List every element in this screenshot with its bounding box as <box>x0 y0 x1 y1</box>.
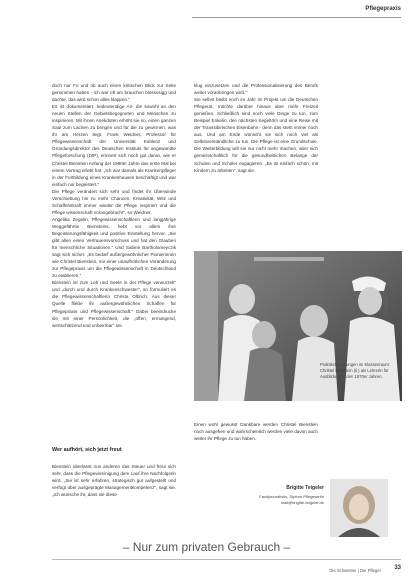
author-role: Fachjournalistin, Diplom-Pflegewirtin mail@brigitte-teigeler.de <box>259 494 324 505</box>
author-name: Brigitte Teigeler <box>286 485 324 491</box>
private-use-watermark: – Nur zum privaten Gebrauch – <box>122 540 291 554</box>
article-column-left: doch nur Fo und ob auch einen kritischen Blick zur Seite genommen haben - ich war oft am brauchen blossosigg und dachte, das wird schon alles klappen." Es ist dokumentiert, bedeutendige An- die sowohl an den neuen Stellen der Gebietsbegegneten und Menschen zu inspirieren. Mit ihnen Anekdoten erhöht sie so, einen ganzen Saal zum Lachen zu bringen und für die zu gewinnen, was ihr am Herzen liegt. Frank Weidner, Professor für Pflegewissenschaft der Universität Koblenz und Gründungsdirektor des Deutschen Instituts für angewandte Pflegeforschung (DIP), erinnert sich noch gut daran, wie er Christel Bienstein Anfang der 1990er Jahre das erste Mal bei einem Vortrag erlebt hat: „Ich war damals als Krankenpfleger in der Fortbildung eines Krankenhauses beschäftigt und war einfach nur begeistert." Die Pflege verändert sich sehr und findet ihr Überwinde Verschiebung hin zu mehr Chancen. Kreativität, Witz und Schaffenskraft immer wieder die Pflege inspiriert und die Pflege wissenschaft vorangebracht", so Weidner. Angelika Zegelin, Pflegewissenschaftlerin und langjährige Weggefährtin Biensteins, hebt vor allem ihre Begeisterungsfähigkeit und positive Einstellung hervor. „Sie gibt allen einen Vertrauensvorschuss und hat den Glauben für menschliche Situationen." Und Sabine Bartholomeyczik sagt sich sicher: „Es bedarf außergewöhnlicher Pionierinnen wie Christel Bienstein, mir einer unaufhörlichen Veränderung zur Pflegepraxis um die Pflegewissenschaft in Deutschland zu etablieren." Bienstein ist zum Lob und Seele in der Pflege verwurzelt" und „durch und durch Krankenschwester", so formuliert es die Pflegewissenschaftlerin Christa Olbrich. Aus dieser Quelle fließe ihr außergewöhnliches Schaffen für Pflegepraxis und Pflegewissenschaft." Dabei beeindrucke sie mit einer Persönlichkeit, die „offen, ermutigend, wertschätzend und unbeirrbar" sei. <box>52 83 176 328</box>
page-number: 33 <box>394 565 401 571</box>
journal-name: Die Schwester | Der Pfleger <box>329 568 381 573</box>
photo-credit: Foto: Spanke <box>384 297 388 316</box>
photo-caption: Praktische Übungen im Klassenraum: Christel Bienstein (li.) als Lehrerin für Ausbildung in den 1970er Jahren. <box>320 362 391 380</box>
author-portrait-illustration <box>330 479 388 537</box>
footer-divider <box>52 559 401 560</box>
article-column-right: klug einzusetzen und die Professionalisierung des Berufs weiter voranbringen wird." Sie selbst bleibt noch im Jahr im Projekt um die Deutschen Pflegerat, möchte darüber hinaus aber mehr Freizeit genießen. Schließlich sind noch viele Dinge zu tun, zum Beispiel Enkelin, den nächsten Segeltörn und eine Reise mit der Transsibirischen Eisenbahn - denn das steht immer noch aus. Und am Ende wünscht sie sich noch viel als Selbstverständliche zu tun. Die Pflege ist eine Grundschule. Die Weiterbildung will sie nur nicht mehr machen, aber sich gemeinschaftlich für die gesundheitlichen Belange der Schulen und Schüler engagieren. „Es ist einfach schön, mit Kindern zu arbeiten", sagt sie. <box>194 83 318 173</box>
author-portrait <box>330 479 388 537</box>
section-header: Pflegepraxis <box>365 6 401 12</box>
section-subheading: Wer aufhört, sich jetzt freut <box>52 447 122 453</box>
header-divider <box>192 17 401 18</box>
article-column-left-continued: Bienstein überlässt nun anderen das Steuer und freut sich sehr, dass die Pflegevereinigung dem Lauf ihre Nachfolgerin wird. „Sie ist sehr erfahren, strategisch gut aufgestellt und verfügt über ausgeprägte Managementkompetenz", sagt sie. „Ich wünsche ihr, dass sie diese <box>52 464 176 498</box>
article-column-right-continued: Einen wohl gewusst Dankbare werden Christel Bienstein noch ausgehen und wahrscheinlich werden viele davon auch weiter ihr Pflege zu tun haben. <box>194 422 318 442</box>
